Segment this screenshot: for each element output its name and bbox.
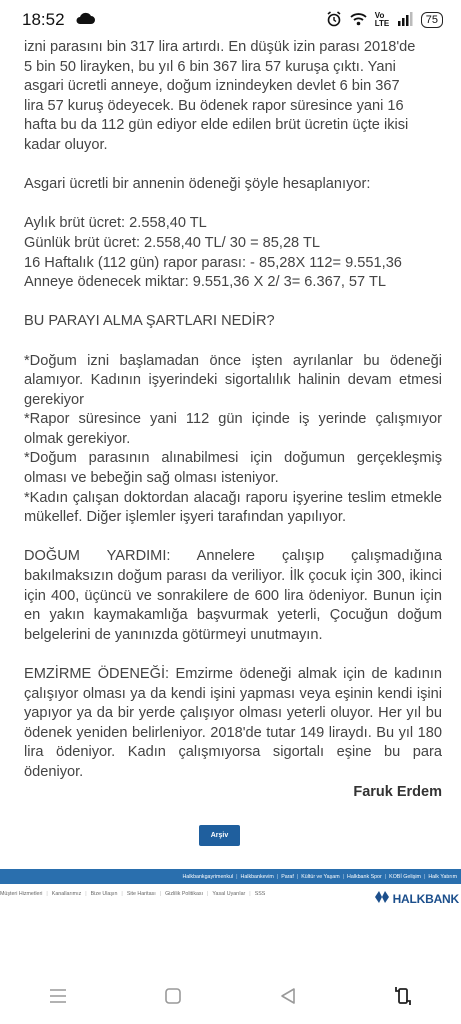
footer-link[interactable]: Kanallarımız: [51, 891, 82, 897]
intro-line: lira 57 kuruş ödeyecek. Bu ödenek rapor süresince yani 16: [24, 97, 404, 114]
signal-icon: [397, 12, 413, 29]
wifi-icon: [350, 12, 367, 29]
volte-icon: Vo LTE: [374, 11, 390, 28]
author-name: Faruk Erdem: [353, 783, 442, 800]
condition-item: *Kadın çalışan doktordan alacağı raporu işyerine teslim etmekle mükellef. Diğer işlemler işyeri tarafından yapılıyor.: [24, 489, 442, 526]
condition-item: *Doğum izni başlamadan önce işten ayrılanlar bu ödeneği alamıyor. Kadının işyerindeki sigortalılık halinin devam etmesi gerekiyor: [24, 352, 442, 408]
conditions-heading: BU PARAYI ALMA ŞARTLARI NEDİR?: [24, 313, 275, 330]
calc-line: Günlük brüt ücret: 2.558,40 TL/ 30 = 85,28 TL: [24, 234, 320, 251]
home-button[interactable]: [153, 976, 193, 1016]
footer-link[interactable]: Yasal Uyarılar: [212, 891, 246, 897]
nursing-paragraph: EMZİRME ÖDENEĞİ: Emzirme ödeneği almak için de kadının çalışıyor olması ya da kendi işini yapması veya eşinin kendi işini yapıyor ya da bir yerde çalışıyor olması yeterli oluyor. Her yıl bu ödenek yeniden belirleniyor. 2018'de tutar 149 liraydı. Bu yıl 180 lira ödeniyor. Kadın çalışmıyorsa sigortalı eşine bu para ödeniyor.: [24, 666, 442, 780]
intro-line: kadar oluyor.: [24, 136, 108, 153]
intro-line: 5 bin 50 lirayken, bu yıl 6 bin 367 lira 57 kuruşa çıktı. Yani: [24, 58, 396, 75]
halkbank-logo[interactable]: [374, 890, 459, 907]
back-icon: [280, 987, 296, 1005]
cloud-icon: [75, 10, 95, 30]
menu-icon: [49, 989, 67, 1003]
archive-button[interactable]: Arşiv: [199, 825, 241, 846]
status-bar: [0, 0, 461, 40]
footer-link[interactable]: Bize Ulaşın: [90, 891, 118, 897]
footer-link[interactable]: Halk Yatırım: [428, 873, 457, 880]
intro-line: hafta bu da 112 gün ediyor elde edilen brüt ücretin üçte ikisi: [24, 117, 409, 134]
screen-rotate-button[interactable]: [383, 976, 423, 1016]
home-icon: [164, 987, 182, 1005]
footer-links: Müşteri Hizmetleri | Kanallarımız | Bize Ulaşın | Site Haritası | Gizlilik Politikası | Yasal Uyarılar | SSS: [0, 891, 266, 897]
battery-icon: [421, 12, 443, 28]
footer-link[interactable]: Paraf: [281, 873, 294, 880]
battery-level: 75: [425, 14, 438, 26]
footer-link[interactable]: KOBİ Gelişim: [389, 873, 421, 880]
calc-line: Aylık brüt ücret: 2.558,40 TL: [24, 215, 207, 232]
status-time: 18:52: [22, 10, 65, 29]
halkbank-emblem-icon: [374, 890, 390, 907]
birth-aid-paragraph: DOĞUM YARDIMI: Annelere çalışıp çalışmadığına bakılmaksızın doğum parası da veriliyor. İlk çocuk için 300, ikinci için 400, üçüncü ve sonrakilere de 600 lira ödeniyor. Bunun için en yakın kaymakamlığa başvurmak yeterli, Çocuğun doğum belgelerini de yanınızda götürmeyi unutmayın.: [24, 548, 442, 643]
logo-text: HALKBANK: [392, 891, 459, 906]
footer-link[interactable]: Site Haritası: [126, 891, 156, 897]
footer-link[interactable]: Halkbankevim: [240, 873, 274, 880]
calc-heading: Asgari ücretli bir annenin ödeneği şöyle hesaplanıyor:: [24, 176, 371, 193]
footer-link[interactable]: Müşteri Hizmetleri: [0, 891, 43, 897]
footer-link[interactable]: Kültür ve Yaşam: [301, 873, 340, 880]
footer-link[interactable]: Gizlilik Politikası: [165, 891, 204, 897]
condition-item: *Doğum parasının alınabilmesi için doğumun gerçekleşmiş olması ve bebeğin sağ olması isteniyor.: [24, 450, 442, 487]
screen-rotate-icon: [393, 985, 413, 1007]
alarm-icon: [326, 11, 342, 30]
footer-link[interactable]: Halkbank Spor: [347, 873, 382, 880]
navigation-bar: [0, 968, 461, 1024]
footer-link[interactable]: SSS: [254, 891, 266, 897]
intro-line: asgari ücretli anneye, doğum iznindeyken devlet 6 bin 367: [24, 78, 400, 95]
footer-link[interactable]: Halkbankgayrimenkul: [182, 873, 234, 880]
article-body: [24, 38, 442, 802]
calc-line: Anneye ödenecek miktar: 9.551,36 X 2/ 3= 6.367, 57 TL: [24, 274, 386, 291]
intro-line: izni parasını bin 317 lira artırdı. En düşük izin parası 2018'de: [24, 39, 416, 55]
menu-button[interactable]: [38, 976, 78, 1016]
back-button[interactable]: [268, 976, 308, 1016]
calc-line: 16 Haftalık (112 gün) rapor parası: - 85,28X 112= 9.551,36: [24, 254, 402, 271]
footer-bar: Halkbankgayrimenkul | Halkbankevim | Paraf | Kültür ve Yaşam | Halkbank Spor | KOBİ Gelişim | Halk Yatırım: [0, 869, 461, 884]
condition-item: *Rapor süresince yani 112 gün içinde iş yerinde çalışmıyor olmak gerekiyor.: [24, 411, 442, 447]
